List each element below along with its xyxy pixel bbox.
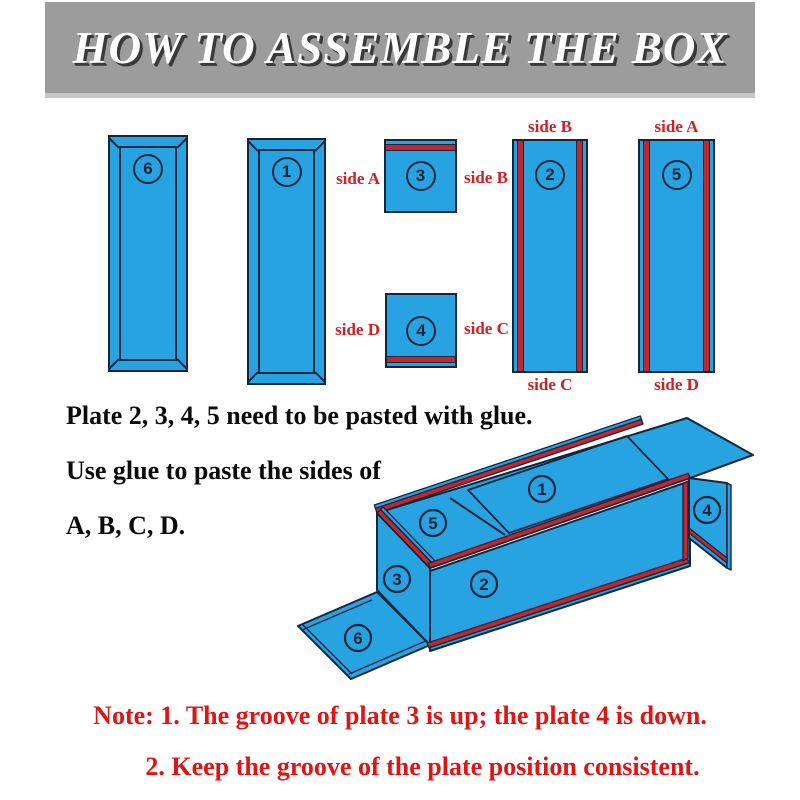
- assembly-number-6: 6: [353, 629, 363, 648]
- plate-5-number: 5: [662, 160, 692, 190]
- note-line-1: Note: 1. The groove of plate 3 is up; the plate 4 is down.: [93, 701, 707, 730]
- plate-4-number: 4: [406, 316, 436, 346]
- plate-4-side-d-label: side D: [335, 320, 380, 339]
- plate-5-side-d-label: side D: [654, 375, 699, 394]
- assembly-number-5: 5: [428, 514, 438, 533]
- plate-3-number: 3: [406, 161, 436, 191]
- plate-5-side-a-label: side A: [654, 117, 699, 136]
- instruction-line-1: Plate 2, 3, 4, 5 need to be pasted with glue.: [66, 401, 533, 430]
- instruction-line-2: Use glue to paste the sides of: [66, 456, 381, 485]
- plate-3-side-a-label: side A: [336, 169, 380, 188]
- plate-4-side-c-label: side C: [464, 319, 509, 338]
- plate-2-side-b-label: side B: [528, 117, 572, 136]
- assembly-number-3: 3: [392, 570, 402, 589]
- plate-6-number: 6: [133, 154, 163, 184]
- plate-2-side-c-label: side C: [527, 375, 573, 394]
- assembly-number-2: 2: [479, 575, 489, 594]
- page-title: HOW TO ASSEMBLE THE BOX: [72, 22, 728, 73]
- plate-3-side-b-label: side B: [464, 168, 508, 187]
- assembly-number-1: 1: [537, 480, 547, 499]
- assembly-number-4: 4: [702, 501, 712, 520]
- note-line-2: 2. Keep the groove of the plate position consistent.: [145, 752, 700, 781]
- right-end-glue-stripe: [683, 481, 688, 561]
- assembly-plate-4-flap: [689, 478, 731, 570]
- plate-2-number: 2: [535, 160, 565, 190]
- instruction-line-3: A, B, C, D.: [66, 511, 186, 540]
- plate-1-number: 1: [272, 157, 302, 187]
